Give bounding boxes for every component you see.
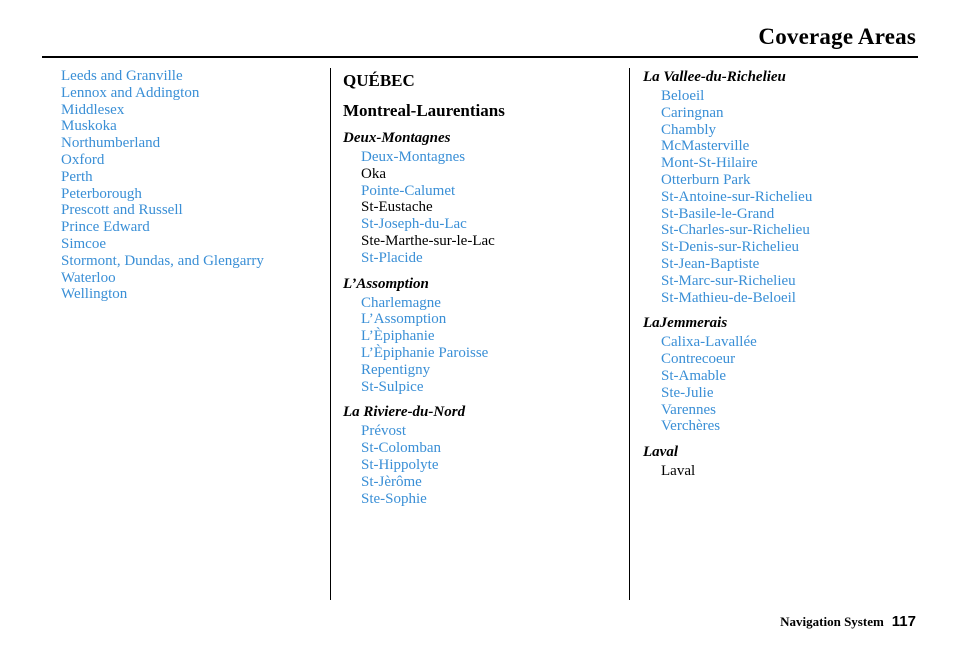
page-footer [780, 613, 916, 631]
coverage-area-link[interactable]: Prince Edward [61, 219, 150, 236]
province-heading: QUÉBEC [343, 71, 415, 90]
region-heading: Montreal-Laurentians [343, 101, 505, 120]
coverage-area-link[interactable]: Varennes [661, 401, 716, 418]
coverage-area-link[interactable]: Chambly [661, 121, 716, 138]
area-list [61, 68, 321, 303]
column-ontario-continued [61, 68, 321, 303]
page-number: 117 [891, 613, 916, 630]
coverage-area-link[interactable]: L’Èpiphanie [361, 328, 435, 345]
area-list [343, 295, 623, 396]
county-heading: LaJemmerais [643, 315, 728, 332]
coverage-area-link[interactable]: L’Assomption [361, 311, 447, 328]
page-title: Coverage Areas [758, 24, 916, 49]
coverage-area-link[interactable]: Wellington [61, 286, 128, 303]
coverage-area-link[interactable]: Beloeil [661, 88, 705, 104]
area-list [643, 88, 943, 306]
county-heading: La Riviere-du-Nord [343, 404, 466, 421]
coverage-area-link[interactable]: Oxford [61, 151, 105, 168]
county-heading: Laval [643, 444, 678, 461]
coverage-area-link[interactable]: St-Colomban [361, 440, 442, 457]
coverage-area-link[interactable]: Waterloo [61, 269, 116, 286]
coverage-area-link[interactable]: Simcoe [61, 235, 106, 252]
column-quebec-continued [643, 68, 943, 480]
coverage-area-link[interactable]: St-Sulpice [361, 378, 424, 395]
column-quebec [343, 68, 623, 507]
area-list [643, 463, 943, 480]
coverage-area-link[interactable]: Repentigny [361, 361, 431, 378]
coverage-area-link[interactable]: Ste-Sophie [361, 490, 427, 507]
coverage-area-link[interactable]: St-Charles-sur-Richelieu [661, 222, 810, 239]
coverage-area-link[interactable]: L’Èpiphanie Paroisse [361, 344, 489, 361]
coverage-area-link[interactable]: St-Jèrôme [361, 473, 422, 490]
coverage-area: St-Eustache [361, 199, 433, 216]
coverage-area-link[interactable]: St-Placide [361, 249, 423, 266]
area-list [343, 423, 623, 507]
coverage-area-link[interactable]: St-Denis-sur-Richelieu [661, 239, 800, 256]
coverage-area-link[interactable]: Middlesex [61, 101, 125, 118]
coverage-area-link[interactable]: Contrecoeur [661, 351, 736, 368]
footer-label: Navigation System [780, 614, 884, 629]
coverage-area-link[interactable]: Deux-Montagnes [361, 149, 466, 165]
coverage-area-link[interactable]: St-Jean-Baptiste [661, 255, 760, 272]
coverage-area-link[interactable]: Charlemagne [361, 294, 441, 311]
coverage-area-link[interactable]: Lennox and Addington [61, 84, 200, 101]
coverage-area-link[interactable]: Peterborough [61, 185, 142, 202]
coverage-area-link[interactable]: St-Joseph-du-Lac [361, 216, 467, 233]
coverage-area-link[interactable]: St-Amable [661, 367, 726, 384]
area-list [343, 149, 623, 267]
coverage-area-link[interactable]: McMasterville [661, 138, 750, 155]
coverage-area-link[interactable]: Otterburn Park [661, 171, 751, 188]
area-list [643, 334, 943, 435]
coverage-area-link[interactable]: Stormont, Dundas, and Glengarry [61, 252, 264, 269]
coverage-area-link[interactable]: Ste-Julie [661, 384, 714, 401]
coverage-area-link[interactable]: Pointe-Calumet [361, 182, 456, 199]
coverage-area-link[interactable]: St-Basile-le-Grand [661, 205, 775, 222]
county-heading: Deux-Montagnes [343, 130, 451, 146]
county-heading: L’Assomption [343, 275, 429, 292]
coverage-area-link[interactable]: Leeds and Granville [61, 68, 183, 84]
coverage-area-link[interactable]: St-Hippolyte [361, 456, 439, 473]
coverage-area: Ste-Marthe-sur-le-Lac [361, 232, 495, 249]
column-divider [629, 68, 630, 600]
coverage-area-link[interactable]: St-Mathieu-de-Beloeil [661, 289, 796, 306]
coverage-area-link[interactable]: Perth [61, 168, 93, 185]
column-divider [330, 68, 331, 600]
coverage-area-link[interactable]: Muskoka [61, 118, 117, 135]
coverage-area: Oka [361, 165, 386, 182]
coverage-area-link[interactable]: Prescott and Russell [61, 202, 183, 219]
coverage-area-link[interactable]: Prévost [361, 423, 406, 440]
coverage-area-link[interactable]: St-Marc-sur-Richelieu [661, 272, 796, 289]
county-heading: La Vallee-du-Richelieu [643, 69, 786, 85]
title-rule [42, 56, 918, 58]
coverage-area-link[interactable]: Mont-St-Hilaire [661, 155, 758, 172]
coverage-area-link[interactable]: Northumberland [61, 135, 161, 152]
coverage-area-link[interactable]: St-Antoine-sur-Richelieu [661, 188, 813, 205]
coverage-area: Laval [661, 463, 696, 480]
coverage-area-link[interactable]: Caringnan [661, 104, 724, 121]
coverage-area-link[interactable]: Calixa-Lavallée [661, 334, 757, 351]
coverage-area-link[interactable]: Verchères [661, 418, 721, 435]
